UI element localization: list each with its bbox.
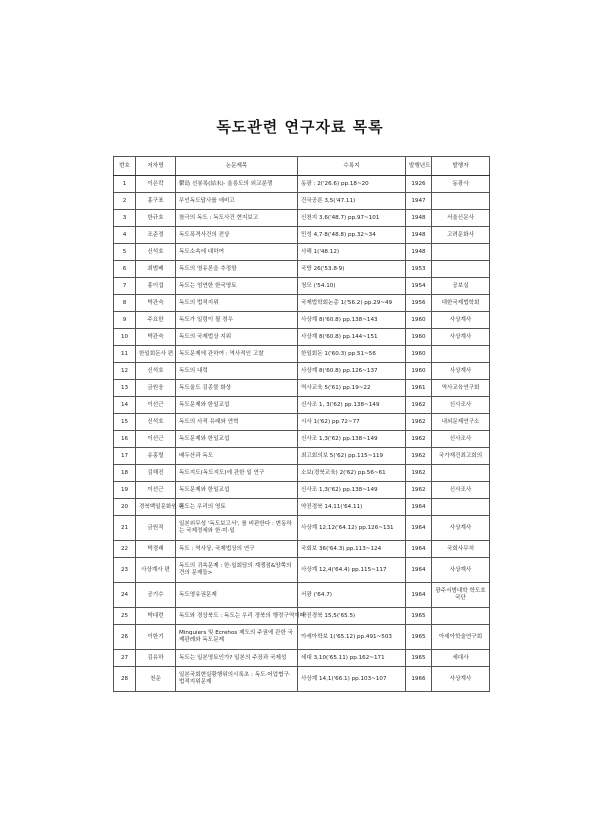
cell-publisher: 사상계사 (432, 558, 490, 583)
cell-title: 일본외무성 '독도보고서', 를 비판한다 : 변동하는 국제정세와 한·미·일 (176, 516, 298, 541)
cell-title: 독도 : 역사상, 국제법상의 연구 (176, 541, 298, 558)
cell-no: 27 (114, 650, 136, 667)
cell-publisher: 대한국제법학회 (432, 295, 490, 312)
cell-journal: 역사교육 5('61) pp.19~22 (298, 380, 406, 397)
header-year: 발행년도 (406, 157, 432, 176)
cell-title: 독도가 일령이 될 경우 (176, 312, 298, 329)
table-row (114, 583, 490, 608)
cell-publisher: 광주서범대학 학도호국단 (432, 583, 490, 608)
cell-no: 16 (114, 431, 136, 448)
cell-year: 1961 (406, 380, 432, 397)
table-row (114, 329, 490, 346)
cell-no: 6 (114, 261, 136, 278)
cell-journal: 서광 ('64.7) (298, 583, 406, 608)
cell-year: 1926 (406, 176, 432, 193)
cell-author: 한규호 (136, 210, 176, 227)
cell-year: 1960 (406, 329, 432, 346)
cell-title: 배두산과 독도 (176, 448, 298, 465)
table-row (114, 278, 490, 295)
cell-journal: 최고회의보 5('62) pp.115~119 (298, 448, 406, 465)
table-row (114, 210, 490, 227)
cell-journal: 국방 26('53.8·9) (298, 261, 406, 278)
cell-publisher: 사상계사 (432, 312, 490, 329)
cell-no: 19 (114, 482, 136, 499)
cell-author: 홍구표 (136, 193, 176, 210)
cell-no: 18 (114, 465, 136, 482)
cell-year: 1964 (406, 558, 432, 583)
header-row (114, 157, 490, 176)
cell-author: 박관숙 (136, 329, 176, 346)
cell-publisher: 사상계사 (432, 363, 490, 380)
cell-year: 1962 (406, 482, 432, 499)
cell-journal: 사상계 12,4('64.4) pp.115~117 (298, 558, 406, 583)
cell-author: 한일회돈사 편 (136, 346, 176, 363)
cell-year: 1948 (406, 244, 432, 261)
cell-no: 22 (114, 541, 136, 558)
cell-journal: 한일회돈 1('60.3) pp.51~56 (298, 346, 406, 363)
cell-no: 17 (114, 448, 136, 465)
cell-publisher: 서울신문사 (432, 210, 490, 227)
cell-journal: 사상계 8('60.8) pp.144~151 (298, 329, 406, 346)
cell-publisher: 사상계사 (432, 329, 490, 346)
cell-publisher: 공보실 (432, 278, 490, 295)
cell-journal: 건국공론 3,5('47.11) (298, 193, 406, 210)
cell-title: 독도소속에 대하여 (176, 244, 298, 261)
cell-author: 경북백일문화원 편 (136, 499, 176, 516)
cell-year: 1948 (406, 210, 432, 227)
cell-author: 이한기 (136, 625, 176, 650)
cell-no: 10 (114, 329, 136, 346)
table-row (114, 244, 490, 261)
cell-title: 독도와 경상북도 : 독도는 우리 경북의 행정구역이다 (176, 608, 298, 625)
table-row (114, 516, 490, 541)
table-row (114, 227, 490, 244)
cell-author: 천운 (136, 667, 176, 692)
cell-year: 1953 (406, 261, 432, 278)
cell-year: 1964 (406, 499, 432, 516)
cell-no: 11 (114, 346, 136, 363)
cell-year: 1965 (406, 650, 432, 667)
cell-author: 이선근 (136, 397, 176, 414)
cell-title: 독도문제와 한일교섭 (176, 431, 298, 448)
cell-year: 1964 (406, 583, 432, 608)
cell-title: 鬱島 선봉록(結末)‧ 울릉도의 외교분쟁 (176, 176, 298, 193)
cell-author: 최범배 (136, 261, 176, 278)
cell-publisher (432, 193, 490, 210)
cell-author: 김유하 (136, 650, 176, 667)
cell-author: 신석호 (136, 244, 176, 261)
page-title: 독도관련 연구자료 목록 (216, 118, 384, 136)
table-row (114, 465, 490, 482)
table-row (114, 482, 490, 499)
header-author: 저자명 (136, 157, 176, 176)
cell-no: 25 (114, 608, 136, 625)
header-no: 번호 (114, 157, 136, 176)
cell-journal: 사해 1('48.12) (298, 244, 406, 261)
cell-title: Minquiers 및 Ecrehos 제도의 주권에 관한 국제판례와 독도문제 (176, 625, 298, 650)
cell-author: 홍이섭 (136, 278, 176, 295)
table-row (114, 397, 490, 414)
cell-author: 금원웅 (136, 380, 176, 397)
cell-publisher (432, 608, 490, 625)
cell-no: 8 (114, 295, 136, 312)
cell-author: 박경래 (136, 541, 176, 558)
cell-title: 독도지도(독도지도)에 관한 일 연구 (176, 465, 298, 482)
cell-no: 2 (114, 193, 136, 210)
cell-journal: 청모 ('54.10) (298, 278, 406, 295)
cell-year: 1962 (406, 465, 432, 482)
cell-no: 28 (114, 667, 136, 692)
table-row (114, 312, 490, 329)
cell-title: 독도폭격사건의 전상 (176, 227, 298, 244)
table-row (114, 667, 490, 692)
cell-no: 14 (114, 397, 136, 414)
cell-year: 1964 (406, 516, 432, 541)
cell-publisher: 내외문제연구소 (432, 414, 490, 431)
cell-title: 독도의 귀속문제 : 한·일회담의 계쟁점&양쪽의견의 문제들> (176, 558, 298, 583)
cell-journal: 약진경북 15,5('65.5) (298, 608, 406, 625)
cell-no: 15 (114, 414, 136, 431)
cell-author: 사상계사 편 (136, 558, 176, 583)
cell-publisher (432, 261, 490, 278)
table-row (114, 650, 490, 667)
cell-title: 독도울도 김종물 화상 (176, 380, 298, 397)
cell-year: 1962 (406, 414, 432, 431)
cell-journal: 국회보 36('64.3) pp.113~124 (298, 541, 406, 558)
cell-publisher: 아세아학술연구회 (432, 625, 490, 650)
cell-author: 이선근 (136, 482, 176, 499)
cell-title: 독도의 사적 유래와 연혁 (176, 414, 298, 431)
table-row (114, 448, 490, 465)
cell-journal: 사상계 8('60.8) pp.138~143 (298, 312, 406, 329)
cell-year: 1962 (406, 448, 432, 465)
cell-year: 1948 (406, 227, 432, 244)
cell-title: 참극의 독도 : 독도사건 현지보고 (176, 210, 298, 227)
cell-journal: 동광 : 2('26.6) pp.18~20 (298, 176, 406, 193)
cell-publisher: 국가재건최고회의 (432, 448, 490, 465)
cell-title: 독도는 일본영토인가? 일본의 주장과 국제성 (176, 650, 298, 667)
table-row (114, 541, 490, 558)
cell-journal: 국제법학회논총 1('56.2) pp.29~49 (298, 295, 406, 312)
cell-no: 3 (114, 210, 136, 227)
cell-no: 13 (114, 380, 136, 397)
table-row (114, 346, 490, 363)
cell-title: 독도는 우리의 영토 (176, 499, 298, 516)
cell-title: 독도는 엄연한 한국영토 (176, 278, 298, 295)
cell-title: 독도문제와 한일교섭 (176, 397, 298, 414)
table-row (114, 499, 490, 516)
cell-author: 박대련 (136, 608, 176, 625)
table-row (114, 380, 490, 397)
cell-journal: 소보(경북교육) 2('62) pp.56~61 (298, 465, 406, 482)
cell-no: 1 (114, 176, 136, 193)
cell-publisher: 사상계사 (432, 667, 490, 692)
cell-year: 1947 (406, 193, 432, 210)
research-list-table (113, 156, 490, 692)
cell-title: 독도문제에 관하여 : 역사적인 고찰 (176, 346, 298, 363)
cell-year: 1962 (406, 397, 432, 414)
cell-author: 신석호 (136, 414, 176, 431)
cell-publisher: 신사조사 (432, 482, 490, 499)
cell-year: 1964 (406, 541, 432, 558)
table-header (114, 157, 490, 176)
table-row (114, 295, 490, 312)
cell-title: 일본국회현실황행위의시록초 : 독도·어업협구·법적지위문제 (176, 667, 298, 692)
cell-no: 7 (114, 278, 136, 295)
cell-no: 12 (114, 363, 136, 380)
header-publisher: 발행자 (432, 157, 490, 176)
cell-journal: 시사 1('62) pp.72~77 (298, 414, 406, 431)
cell-no: 21 (114, 516, 136, 541)
cell-title: 무인독도답사를 애비고 (176, 193, 298, 210)
cell-journal: 사상계 12,12('64.12) pp.126~131 (298, 516, 406, 541)
cell-title: 독도의 내력 (176, 363, 298, 380)
cell-journal: 아세아학보 1('65.12) pp.491~503 (298, 625, 406, 650)
header-title: 논문제목 (176, 157, 298, 176)
cell-author: 주요한 (136, 312, 176, 329)
cell-title: 독도영유권문제 (176, 583, 298, 608)
cell-title: 독도의 영유론을 추정함 (176, 261, 298, 278)
cell-no: 26 (114, 625, 136, 650)
cell-publisher (432, 465, 490, 482)
cell-publisher: 신사조사 (432, 431, 490, 448)
cell-journal: 신천지 3,6('48.7) pp.97~101 (298, 210, 406, 227)
cell-publisher: 동광사 (432, 176, 490, 193)
cell-author: 조준정 (136, 227, 176, 244)
cell-year: 1956 (406, 295, 432, 312)
cell-journal: 사상계 14,1('66.1) pp.103~107 (298, 667, 406, 692)
cell-year: 1965 (406, 608, 432, 625)
table-row (114, 261, 490, 278)
cell-publisher: 역사교육연구회 (432, 380, 490, 397)
cell-no: 9 (114, 312, 136, 329)
cell-no: 23 (114, 558, 136, 583)
table-row (114, 558, 490, 583)
cell-title: 독도문제와 한일교섭 (176, 482, 298, 499)
cell-year: 1962 (406, 431, 432, 448)
cell-publisher: 세대사 (432, 650, 490, 667)
cell-publisher (432, 244, 490, 261)
cell-author: 금원직 (136, 516, 176, 541)
cell-no: 20 (114, 499, 136, 516)
cell-author: 박관숙 (136, 295, 176, 312)
cell-journal: 세대 3,10('65.11) pp.162~171 (298, 650, 406, 667)
table-row (114, 431, 490, 448)
cell-publisher: 고려문화사 (432, 227, 490, 244)
cell-no: 24 (114, 583, 136, 608)
cell-journal: 민성 4,7·8('48.8) pp.32~34 (298, 227, 406, 244)
cell-journal: 사상계 8('60.8) pp.126~137 (298, 363, 406, 380)
table-row (114, 176, 490, 193)
table-row (114, 193, 490, 210)
cell-year: 1960 (406, 363, 432, 380)
cell-author: 이은락 (136, 176, 176, 193)
cell-no: 5 (114, 244, 136, 261)
table-body (114, 176, 490, 692)
cell-journal: 신사조 1, 3('62) pp.138~149 (298, 397, 406, 414)
cell-no: 4 (114, 227, 136, 244)
cell-journal: 신사조 1,3('62) pp.138~149 (298, 482, 406, 499)
cell-title: 독도의 법적지위 (176, 295, 298, 312)
cell-year: 1954 (406, 278, 432, 295)
cell-author: 김해진 (136, 465, 176, 482)
cell-publisher: 신사조사 (432, 397, 490, 414)
cell-year: 1960 (406, 346, 432, 363)
cell-publisher (432, 346, 490, 363)
cell-author: 이선근 (136, 431, 176, 448)
cell-journal: 약진경북 14,11('64.11) (298, 499, 406, 516)
cell-year: 1960 (406, 312, 432, 329)
table-row (114, 608, 490, 625)
header-journal: 수록지 (298, 157, 406, 176)
cell-author: 신석호 (136, 363, 176, 380)
cell-year: 1965 (406, 625, 432, 650)
cell-author: 유홍렬 (136, 448, 176, 465)
cell-publisher: 국회사무처 (432, 541, 490, 558)
cell-publisher: 사상계사 (432, 516, 490, 541)
cell-title: 독도의 국제법상 지위 (176, 329, 298, 346)
table-row (114, 625, 490, 650)
cell-year: 1966 (406, 667, 432, 692)
cell-publisher (432, 499, 490, 516)
table-row (114, 363, 490, 380)
cell-author: 공기수 (136, 583, 176, 608)
table-row (114, 414, 490, 431)
cell-journal: 신사조 1,3('62) pp.138~149 (298, 431, 406, 448)
